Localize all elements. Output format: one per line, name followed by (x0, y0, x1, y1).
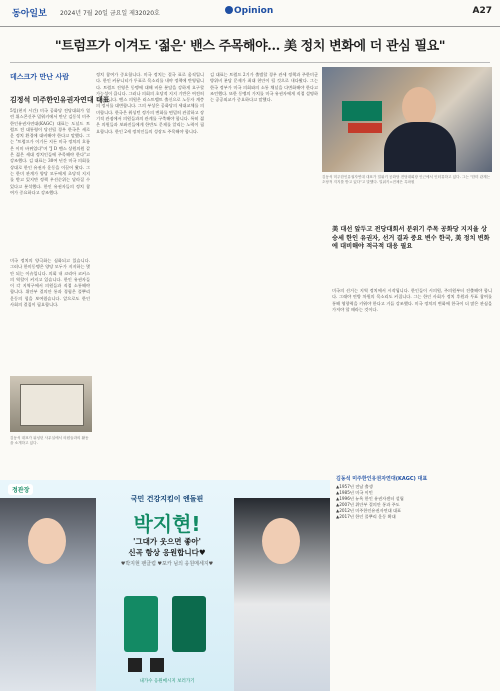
product-box (172, 596, 206, 652)
profile-row: ▲2007년 위안부 결의안 통과 주도 (336, 502, 400, 507)
photo-suit (384, 122, 456, 172)
qr-code-icon[interactable] (128, 658, 142, 672)
column-label: 데스크가 만난 사람 (10, 73, 69, 81)
profile-title: 김동석 미주한인유권자연대(KAGC) 대표 (336, 476, 428, 482)
page-number: A27 (472, 6, 492, 16)
article-body-col1: 5일(현지 시간) 미국 공화당 전당대회가 열린 위스콘신주 밀워키에서 만난 김동석 미주한인유권자연대(KAGC) 대표는 도널드 트럼프 전 대통령이 당선될 경우 한국은 새로운 정치 환경에 대비해야 한다고 말했다. 그는 "트럼프가 이기든 지든 미국 정치의 흐름은 이미 바뀌었다"며 "J D 밴스 상원의원 같은 젊은 세대 정치인들에 주목해야 한다"고 강조했다. 김 대표는 30여 년간 미국 의회를 상대로 한인 유권자 운동을 이끌어 왔다. 그는 한미 관계가 양당 모두에게 초당적 지지를 받고 있지만 정책 우선순위는 달라질 수 있다고 분석했다. 한인 유권자들의 정치 참여가 중요하다고 강조했다. (10, 108, 90, 195)
headline-divider (10, 62, 490, 63)
ad-message-line2: 신곡 항상 응원합니다♥ (128, 548, 206, 557)
qr-code-icon[interactable] (150, 658, 164, 672)
left-photo-caption: 김동석 대표가 워싱턴 사무실에서 의원들과의 활동을 소개하고 있다. (10, 436, 89, 445)
photo-frame (20, 384, 84, 426)
profile-box (336, 475, 492, 520)
ad-portrait-right (234, 498, 330, 691)
ad-message-line1: '그대가 웃으면 좋아' (133, 537, 201, 546)
photo-sign (342, 101, 382, 121)
profile-row: ▲1996년 뉴욕 한인 유권자센터 설립 (336, 496, 404, 501)
section-dot-icon (225, 6, 233, 14)
ad-products (124, 590, 210, 656)
photo-sign-red (348, 123, 382, 133)
ad-subtitle: 국민 건강지킴이 엔돌핀 (130, 495, 204, 503)
profile-row: ▲2017년 한인 풀뿌리 운동 확대 (336, 514, 396, 519)
section-title: Opinion (225, 6, 273, 16)
fan-advertisement[interactable] (0, 480, 330, 691)
ad-footer-link[interactable]: 내가수 응원메시지 보러가기 (139, 679, 195, 684)
article-body-col2: 정치 참여가 중요합니다. 미국 정치는 결국 표로 움직입니다. 한인 커뮤니티가 투표로 목소리를 내야 정책에 반영됩니다. 트럼프 진영은 동맹에 대해 비용 분담을 강하게 요구할 가능성이 큽니다. 그러나 의회의 초당적 지지 기반은 여전히 견고합니다. 밴스 의원은 러스트벨트 출신으로 노동자 계층의 정서를 대변합니다. 그의 부상은 공화당의 세대교체를 의미합니다. 한국은 워싱턴 정가의 변화를 면밀히 관찰하고 장기적 관점에서 의원들과의 관계를 구축해야 합니다. 특히 젊은 의원들과 보좌진들에게 한반도 문제를 알리는 노력이 필요합니다. 한인 2세 정치인들의 성장도 주목해야 합니다. (96, 72, 204, 134)
interview-photo (322, 67, 492, 172)
office-photo (10, 376, 92, 432)
page-header (0, 0, 500, 27)
interviewee-byline: 김정석 미주한인유권자연대 대표 (10, 96, 110, 104)
article-body-col1b: 미국 정치의 양극화는 심화되고 있습니다. 그러나 한미동맹은 양당 모두가 지지하는 몇 안 되는 이슈입니다. 의회 내 코리아 코커스의 역할이 커지고 있습니다. 한인 유권자들이 각 지역구에서 의원들과 직접 소통해야 합니다. 위안부 결의안 통과 경험은 풀뿌리 운동의 힘을 보여줬습니다. 앞으로도 한인 사회의 결집이 필요합니다. (10, 258, 90, 308)
main-photo-caption: 김동석 미주한인유권자연대 대표가 밀워키 공화당 전당대회장 인근에서 인터뷰하고 있다. 그는 "한미 관계는 초당적 지지를 받고 있다"고 말했다. 밀워키=전채은 특파원 (322, 175, 491, 184)
ad-singer-name: 박지현! (133, 512, 201, 536)
photo-face (402, 87, 436, 127)
ad-brand-logo: 정관장 (8, 484, 33, 495)
ad-message-line3: ♥박지현 팬클럽 ♥포카 님의 응원메세지♥ (120, 561, 214, 567)
portrait-head (28, 518, 66, 564)
profile-row: ▲2012년 미주한인유권자연대 대표 (336, 508, 402, 513)
article-headline: "트럼프가 이겨도 '젊은' 밴스 주목해야… 美 정치 변화에 더 관심 필요" (54, 39, 446, 54)
article-body-col3: 김 대표는 트럼프 2기가 출범할 경우 관세 정책과 주한미군 방위비 분담 문제가 최대 현안이 될 것으로 내다봤다. 그는 한국 정부가 미국 의회와의 소통 채널을 다변화해야 한다고 조언했다. 또한 동맹의 가치를 미국 유권자에게 직접 설명하는 공공외교가 중요하다고 말했다. (210, 72, 318, 103)
profile-row: ▲1985년 미국 이민 (336, 490, 373, 495)
issue-date: 2024년 7월 20일 금요일 제32020호 (60, 10, 160, 17)
ad-portrait-left (0, 498, 96, 691)
pull-quote: 美 대선 앞두고 전당대회서 분위기 주목 공화당 지지율 상승세 한인 유권자, 선거 결과 중요 변수 한국, 美 정치 변화에 대비해야 적극적 대응 필요 (332, 226, 490, 251)
product-box (124, 596, 158, 652)
article-body-col4: 미국의 선거는 지역 정치에서 시작됩니다. 한인들이 시의원, 주의원부터 진출해야 합니다. 그래야 연방 차원의 목소리도 커집니다. 그는 한인 사회가 정치 후원과 투표 참여를 통해 영향력을 키워야 한다고 거듭 강조했다. 미국 정치의 변화에 한국이 더 많은 관심을 가져야 할 때라는 것이다. (332, 288, 492, 312)
portrait-head (262, 518, 300, 564)
profile-row: ▲1957년 전남 출생 (336, 484, 373, 489)
newspaper-logo: 동아일보 (12, 9, 47, 19)
